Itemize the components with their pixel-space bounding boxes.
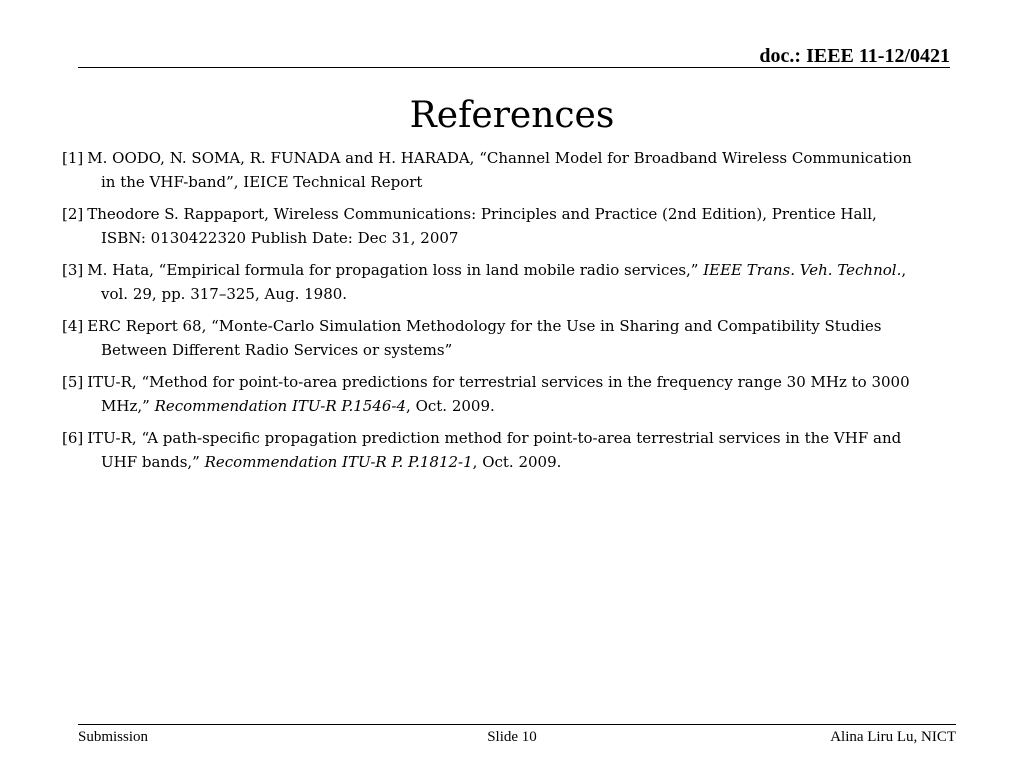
reference-number: [4]: [62, 317, 84, 335]
reference-text: ITU-R, “A path-specific propagation prediction method for point-to-area terrestrial services in the VHF and UHF bands,”: [87, 429, 902, 471]
document-id: doc.: IEEE 11-12/0421: [759, 45, 950, 67]
reference-item: [62, 314, 922, 362]
reference-number: [2]: [62, 205, 84, 223]
reference-number: [3]: [62, 261, 84, 279]
slide-title: References: [409, 95, 615, 136]
footer-submission: Submission: [78, 729, 149, 745]
footer-author: Alina Liru Lu, NICT: [830, 729, 956, 745]
reference-item: [62, 426, 922, 474]
reference-text: , Oct. 2009.: [406, 397, 495, 415]
reference-text: ERC Report 68, “Monte-Carlo Simulation Methodology for the Use in Sharing and Compatibility Studies Between Different Radio Services or systems”: [87, 317, 882, 359]
reference-source-title: Recommendation ITU-R P. P.1812-1: [204, 453, 473, 471]
reference-text: , vol. 29, pp. 317–325, Aug. 1980.: [101, 261, 907, 303]
reference-item: [62, 258, 922, 306]
reference-item: [62, 146, 922, 194]
footer-slide-number: Slide 10: [487, 729, 537, 745]
reference-source-title: Recommendation ITU-R P.1546-4: [154, 397, 407, 415]
reference-number: [1]: [62, 149, 84, 167]
reference-source-title: IEEE Trans. Veh. Technol.: [703, 261, 902, 279]
reference-text: Theodore S. Rappaport, Wireless Communications: Principles and Practice (2nd Edition), Prentice Hall, ISBN: 0130422320 Publish Date: Dec 31, 2007: [87, 205, 877, 247]
reference-number: [5]: [62, 373, 84, 391]
reference-list: [62, 146, 922, 482]
reference-item: [62, 202, 922, 250]
reference-text: M. OODO, N. SOMA, R. FUNADA and H. HARADA, “Channel Model for Broadband Wireless Communication in the VHF-band”, IEICE Technical Report: [87, 149, 912, 191]
reference-text: ITU-R, “Method for point-to-area predictions for terrestrial services in the frequency range 30 MHz to 3000 MHz,”: [87, 373, 910, 415]
footer-rule: [78, 724, 956, 725]
reference-text: , Oct. 2009.: [472, 453, 562, 471]
reference-item: [62, 370, 922, 418]
header-rule: [78, 67, 950, 68]
reference-text: M. Hata, “Empirical formula for propagation loss in land mobile radio services,”: [87, 261, 704, 279]
reference-number: [6]: [62, 429, 84, 447]
